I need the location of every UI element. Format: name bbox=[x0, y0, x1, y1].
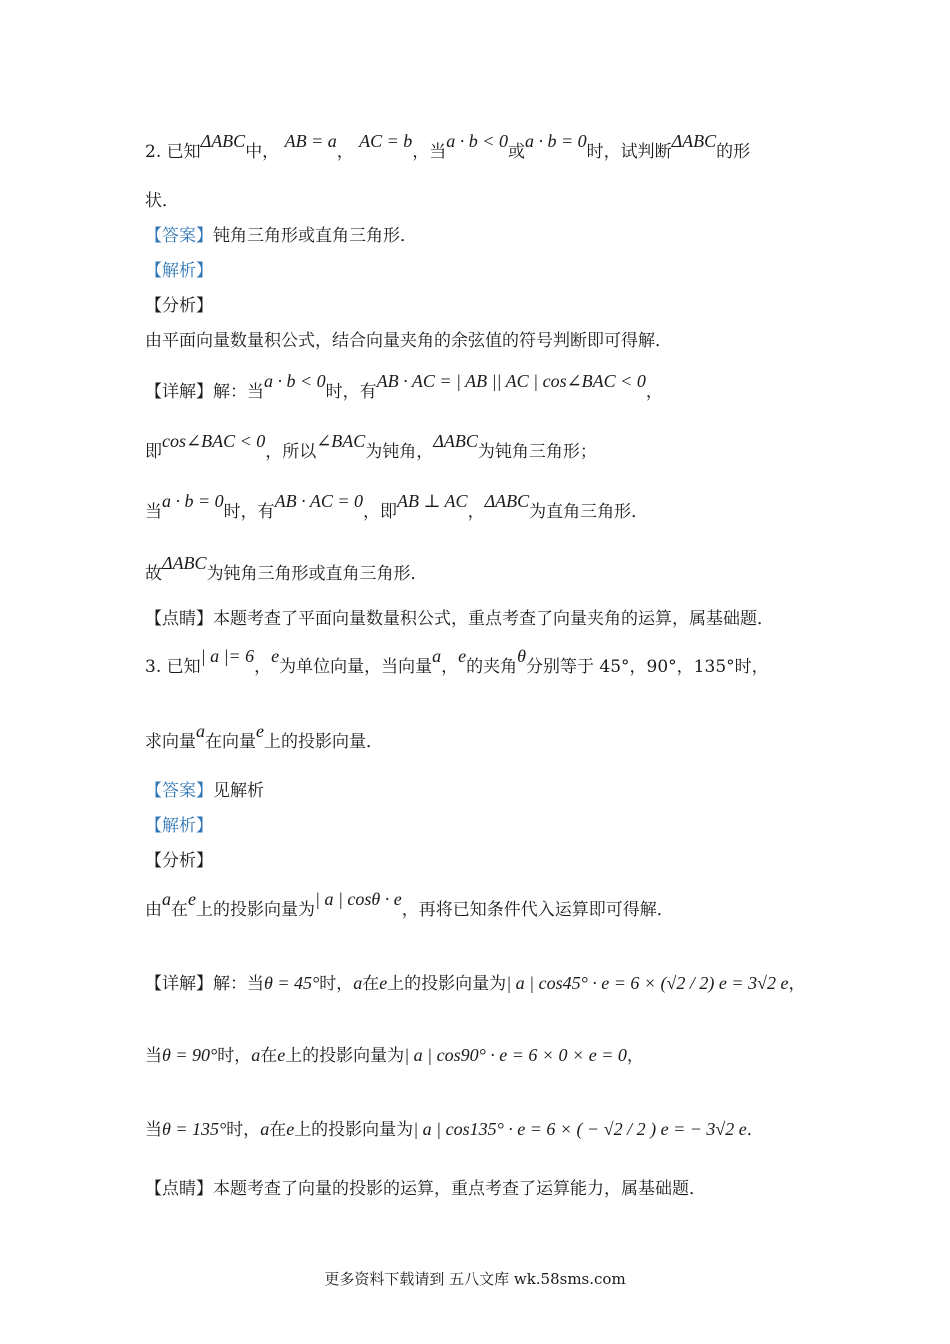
text: 由 bbox=[145, 900, 162, 920]
q3-fenxi-tag: 【分析】 bbox=[145, 851, 213, 871]
text: ， bbox=[626, 1046, 644, 1066]
text: 当 bbox=[145, 1046, 162, 1066]
text: 的夹角 bbox=[466, 657, 518, 677]
answer-tag: 【答案】 bbox=[145, 226, 213, 246]
q2-detail-line1 bbox=[145, 371, 663, 403]
math: θ = 135° bbox=[162, 1119, 227, 1139]
q2-detail-line4 bbox=[145, 553, 428, 585]
math: a · b < 0 bbox=[446, 131, 508, 151]
text: ， bbox=[467, 502, 485, 522]
math: ΔABC bbox=[162, 553, 207, 573]
text: 时，有 bbox=[325, 382, 377, 402]
math: ∠BAC bbox=[316, 431, 366, 451]
q3-fenxi-line bbox=[145, 889, 674, 921]
math: a bbox=[162, 889, 171, 909]
text: ，当 bbox=[412, 142, 447, 162]
math: θ = 45° bbox=[264, 973, 320, 993]
text: 为钝角三角形或直角三角形． bbox=[206, 564, 428, 584]
q2-question-line1 bbox=[145, 131, 751, 163]
math: ΔABC bbox=[484, 491, 530, 511]
math: a · b < 0 bbox=[264, 371, 326, 391]
math: | a | cos90° · e = 6 × 0 × e = 0 bbox=[404, 1045, 627, 1065]
text: 为钝角， bbox=[365, 442, 434, 462]
text: 上的投影向量． bbox=[264, 732, 383, 752]
q3-detail-line3 bbox=[145, 1118, 764, 1141]
q2-question-line2: 状． bbox=[145, 191, 179, 211]
text: 时， bbox=[226, 1120, 261, 1140]
text: ，所以 bbox=[265, 442, 317, 462]
dianjing-text: 本题考查了平面向量数量积公式，重点考查了向量夹角的运算，属基础题． bbox=[213, 609, 774, 629]
footer-text: 更多资料下载请到 五八文库 wk.58sms.com bbox=[324, 1270, 626, 1288]
math: ΔABC bbox=[671, 131, 717, 151]
text: ， bbox=[645, 382, 663, 402]
q2-fenxi-text: 由平面向量数量积公式，结合向量夹角的余弦值的符号判断即可得解． bbox=[145, 331, 672, 351]
text: 解：当 bbox=[213, 382, 264, 402]
math: e bbox=[458, 646, 467, 666]
text: 当 bbox=[145, 502, 162, 522]
answer-text: 见解析 bbox=[213, 781, 264, 801]
text: 中， bbox=[245, 142, 280, 162]
detail-tag: 【详解】 bbox=[145, 382, 213, 402]
math: cos∠BAC < 0 bbox=[162, 431, 266, 451]
text: 分别等于 45°，90°，135°时， bbox=[526, 657, 769, 677]
math: AB = a bbox=[284, 131, 337, 151]
q3-jiexi-tag: 【解析】 bbox=[145, 816, 213, 836]
q2-detail-line3 bbox=[145, 491, 649, 523]
math: a · b = 0 bbox=[524, 131, 587, 151]
math: a bbox=[251, 1045, 261, 1065]
text: 当 bbox=[145, 1120, 162, 1140]
text: ，再将已知条件代入运算即可得解． bbox=[401, 900, 674, 920]
math: θ bbox=[517, 646, 527, 666]
q2-dianjing bbox=[145, 608, 774, 630]
text: ， bbox=[441, 657, 459, 677]
q2-detail-line2 bbox=[145, 431, 597, 463]
answer-text: 钝角三角形或直角三角形． bbox=[213, 226, 417, 246]
q2-answer bbox=[145, 225, 417, 247]
text: 在 bbox=[171, 900, 188, 920]
math: | a | cosθ · e bbox=[315, 889, 402, 909]
math: | a |= 6 bbox=[200, 646, 255, 666]
text: 为单位向量，当向量 bbox=[279, 657, 433, 677]
math: a bbox=[353, 973, 363, 993]
text: 上的投影向量为 bbox=[294, 1120, 414, 1140]
math: ΔABC bbox=[433, 431, 478, 451]
dianjing-tag: 【点睛】 bbox=[145, 1179, 213, 1199]
math: a bbox=[260, 1119, 270, 1139]
math: | a | cos45° · e = 6 × (√2 / 2) e = 3√2 e bbox=[506, 973, 789, 993]
detail-tag: 【详解】 bbox=[145, 974, 213, 994]
text: 在 bbox=[269, 1120, 287, 1140]
answer-tag: 【答案】 bbox=[145, 781, 213, 801]
math: ΔABC bbox=[200, 131, 246, 151]
text: 时， bbox=[319, 974, 354, 994]
text: ， bbox=[336, 142, 354, 162]
math: a · b = 0 bbox=[162, 491, 224, 511]
text: 时， bbox=[217, 1046, 252, 1066]
math: | a | cos135° · e = 6 × ( − √2 / 2 ) e = − 3√2 e bbox=[413, 1119, 747, 1139]
q3-question-line2 bbox=[145, 721, 383, 753]
text: 解：当 bbox=[213, 974, 264, 994]
math: AB · AC = 0 bbox=[274, 491, 363, 511]
text: 的形 bbox=[716, 142, 751, 162]
math: AC = b bbox=[359, 131, 413, 151]
math: θ = 90° bbox=[162, 1045, 218, 1065]
text: 在向量 bbox=[205, 732, 256, 752]
q3-detail-line1 bbox=[145, 972, 805, 995]
text: ，即 bbox=[362, 502, 397, 522]
text: 为直角三角形． bbox=[529, 502, 649, 522]
math: e bbox=[271, 646, 280, 666]
text: 或 bbox=[507, 142, 525, 162]
text: ， bbox=[254, 657, 272, 677]
text: 为钝角三角形； bbox=[477, 442, 597, 462]
text: 上的投影向量为 bbox=[196, 900, 315, 920]
text: 即 bbox=[145, 442, 162, 462]
text: 上的投影向量为 bbox=[387, 974, 507, 994]
dianjing-tag: 【点睛】 bbox=[145, 609, 213, 629]
math: e bbox=[379, 973, 388, 993]
text: 上的投影向量为 bbox=[285, 1046, 405, 1066]
text: 在 bbox=[260, 1046, 278, 1066]
math: e bbox=[277, 1045, 286, 1065]
q3-dianjing bbox=[145, 1178, 706, 1200]
text: 求向量 bbox=[145, 732, 196, 752]
text: 3. 已知 bbox=[145, 657, 201, 677]
math: e bbox=[286, 1119, 295, 1139]
math: e bbox=[188, 889, 196, 909]
q3-question-line1 bbox=[145, 646, 769, 678]
text: ， bbox=[788, 974, 806, 994]
q2-fenxi-tag: 【分析】 bbox=[145, 296, 213, 316]
math: AB · AC = | AB || AC | cos∠BAC < 0 bbox=[376, 371, 646, 391]
q3-answer bbox=[145, 780, 264, 802]
math: a bbox=[432, 646, 442, 666]
text: 时，试判断 bbox=[586, 142, 672, 162]
q2-jiexi-tag: 【解析】 bbox=[145, 261, 213, 281]
math: a bbox=[196, 721, 205, 741]
math: AB ⊥ AC bbox=[396, 491, 468, 511]
text: 时，有 bbox=[223, 502, 275, 522]
text: 在 bbox=[362, 974, 380, 994]
text: 故 bbox=[145, 564, 162, 584]
text: ． bbox=[746, 1120, 764, 1140]
math: e bbox=[256, 721, 264, 741]
dianjing-text: 本题考查了向量的投影的运算，重点考查了运算能力，属基础题． bbox=[213, 1179, 706, 1199]
q3-detail-line2 bbox=[145, 1044, 644, 1067]
text: 2. 已知 bbox=[145, 142, 201, 162]
